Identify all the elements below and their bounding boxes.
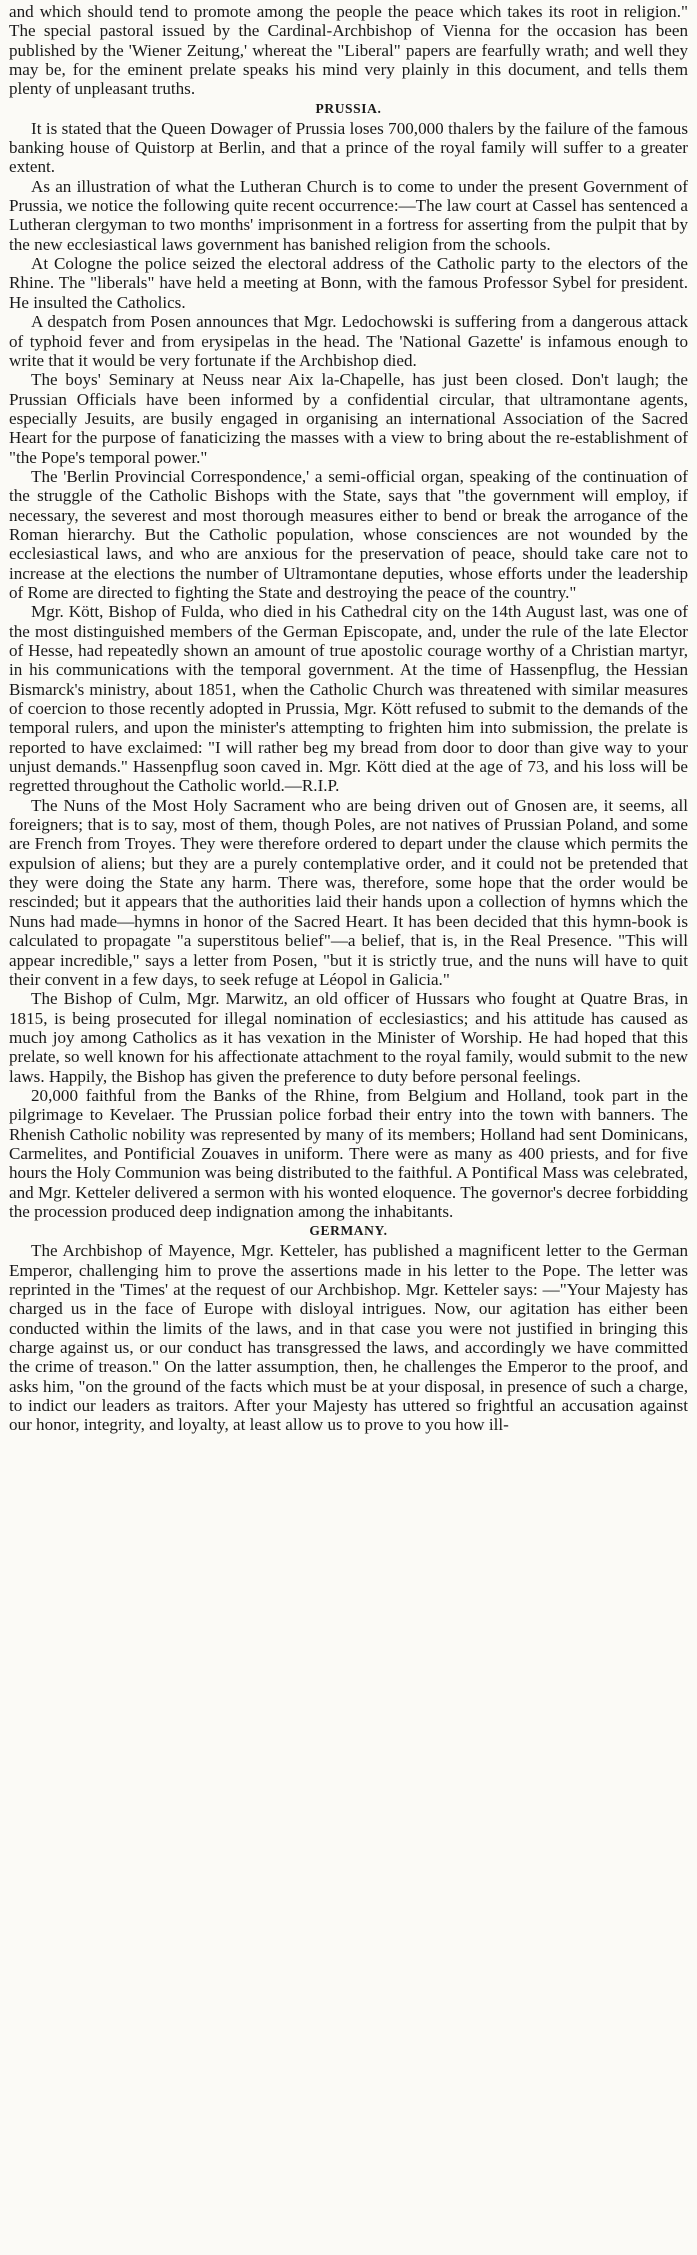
paragraph-posen-despatch: A despatch from Posen announces that Mgr. Ledochowski is suffering from a dangerous attack of typhoid fever and from erysipelas in the head. The 'National Gazette' is infamous enough to write that it would be very fortunate if the Archbishop died. <box>9 312 688 370</box>
paragraph-cologne: At Cologne the police seized the electoral address of the Catholic party to the electors of the Rhine. The "liberals" have held a meeting at Bonn, with the famous Professor Sybel for president. He insulted the Catholics. <box>9 254 688 312</box>
section-germany <box>9 1222 688 1434</box>
intro-paragraph: and which should tend to promote among the people the peace which takes its root in religion." The special pastoral issued by the Cardinal-Archbishop of Vienna for the occasion has been published by the 'Wiener Zeitung,' whereat the "Liberal" papers are fearfully wrath; and well they may be, for the eminent prelate speaks his mind very plainly in this document, and tells them plenty of unpleasant truths. <box>9 2 688 99</box>
section-heading-germany: GERMANY. <box>309 1223 388 1239</box>
section-heading-prussia: PRUSSIA. <box>315 100 382 116</box>
paragraph-ketteler-letter: The Archbishop of Mayence, Mgr. Ketteler, has published a magnificent letter to the German Emperor, challenging him to prove the assertions made in his letter to the Pope. The letter was reprinted in the 'Times' at the request of our Archbishop. Mgr. Ketteler says: —"Your Majesty has charged us in the face of Europe with disloyal intrigues. Now, our agitation has either been conducted within the limits of the laws, and in that case you were not justified in bringing this charge against us, or our conduct has transgressed the laws, and accordingly we have committed the crime of treason." On the latter assumption, then, he challenges the Emperor to the proof, and asks him, "on the ground of the facts which must be at your disposal, in presence of such a charge, to indict our leaders as traitors. After your Majesty has uttered so frightful an accusation against our honor, integrity, and loyalty, at least allow us to prove to you how ill- <box>9 1241 688 1435</box>
paragraph-lutheran-church: As an illustration of what the Lutheran Church is to come to under the present Government of Prussia, we notice the following quite recent occurrence:—The law court at Cassel has sentenced a Lutheran clergyman to two months' imprisonment in a fortress for asserting from the pulpit that by the new ecclesiastical laws government has banished religion from the schools. <box>9 176 688 254</box>
paragraph-bishop-culm: The Bishop of Culm, Mgr. Marwitz, an old officer of Hussars who fought at Quatre Bras, in 1815, is being prosecuted for illegal nomination of ecclesiastics; and his attitude has caused as much joy among Catholics as it has vexation in the Minister of Worship. He had hoped that this prelate, so well known for his affectionate attachment to the royal family, would submit to the new laws. Happily, the Bishop has given the preference to duty before personal feelings. <box>9 989 688 1086</box>
paragraph-nuns-gnosen: The Nuns of the Most Holy Sacrament who are being driven out of Gnosen are, it seems, all foreigners; that is to say, most of them, though Poles, are not natives of Prussian Poland, and some are French from Troyes. They were therefore ordered to depart under the clause which permits the expulsion of aliens; but they are a purely contemplative order, and it could not be pretended that they were doing the State any harm. There was, therefore, some hope that the order would be rescinded; but it appears that the authorities laid their hands upon a collection of hymns which the Nuns had made—hymns in honor of the Sacred Heart. It has been decided that this hymn-book is calculated to propagate "a superstitous belief"—a belief, that is, in the Real Presence. "This will appear incredible," says a letter from Posen, "but it is strictly true, and the nuns will have to quit their convent in a few days, to seek refuge at Léopol in Galicia." <box>9 795 688 989</box>
section-prussia <box>9 100 688 1222</box>
paragraph-berlin-correspondence: The 'Berlin Provincial Correspondence,' a semi-official organ, speaking of the continuation of the struggle of the Catholic Bishops with the State, says that "the government will employ, if necessary, the severest and most thorough measures either to bend or break the arrogance of the Roman hierarchy. But the Catholic population, whose consciences are not wounded by the ecclesiastical laws, and who are anxious for the preservation of peace, should take care not to increase at the elections the number of Ultramontane deputies, whose efforts under the leadership of Rome are directed to fighting the State and destroying the peace of the country." <box>9 466 688 602</box>
paragraph-queen-dowager: It is stated that the Queen Dowager of Prussia loses 700,000 thalers by the failure of the famous banking house of Quistorp at Berlin, and that a prince of the royal family will suffer to a greater extent. <box>9 118 688 177</box>
paragraph-neuss-seminary: The boys' Seminary at Neuss near Aix la-Chapelle, has just been closed. Don't laugh; the Prussian Officials have been informed by a confidential circular, that ultramontane agents, especially Jesuits, are busily engaged in organising an international Association of the Sacred Heart for the purpose of fanaticizing the masses with a view to bring about the re-establishment of "the Pope's temporal power." <box>9 370 688 467</box>
paragraph-mgr-kott: Mgr. Kött, Bishop of Fulda, who died in his Cathedral city on the 14th August last, was one of the most distinguished members of the German Episcopate, and, under the rule of the late Elector of Hesse, had repeatedly shown an amount of true apostolic courage worthy of a Christian martyr, in his communications with the temporal government. At the time of Hassenpflug, the Hessian Bismarck's ministry, about 1851, when the Catholic Church was threatened with similar measures of coercion to those recently adopted in Prussia, Mgr. Kött refused to submit to the demands of the temporal rulers, and upon the minister's attempting to frighten him into submission, the prelate is reported to have exclaimed: "I will rather beg my bread from door to door than give way to your unjust demands." Hassenpflug soon caved in. Mgr. Kött died at the age of 73, and his loss will be regretted throughout the Catholic world.—R.I.P. <box>9 602 688 796</box>
paragraph-kevelaer-pilgrimage: 20,000 faithful from the Banks of the Rhine, from Belgium and Holland, took part in the pilgrimage to Kevelaer. The Prussian police forbad their entry into the town with banners. The Rhenish Catholic nobility was represented by many of its members; Holland had sent Dominicans, Carmelites, and Pontificial Zouaves in uniform. There were as many as 400 priests, and for five hours the Holy Communion was being distributed to the faithful. A Pontifical Mass was celebrated, and Mgr. Ketteler delivered a sermon with his wonted eloquence. The governor's decree forbidding the procession produced deep indignation among the inhabitants. <box>9 1085 688 1221</box>
